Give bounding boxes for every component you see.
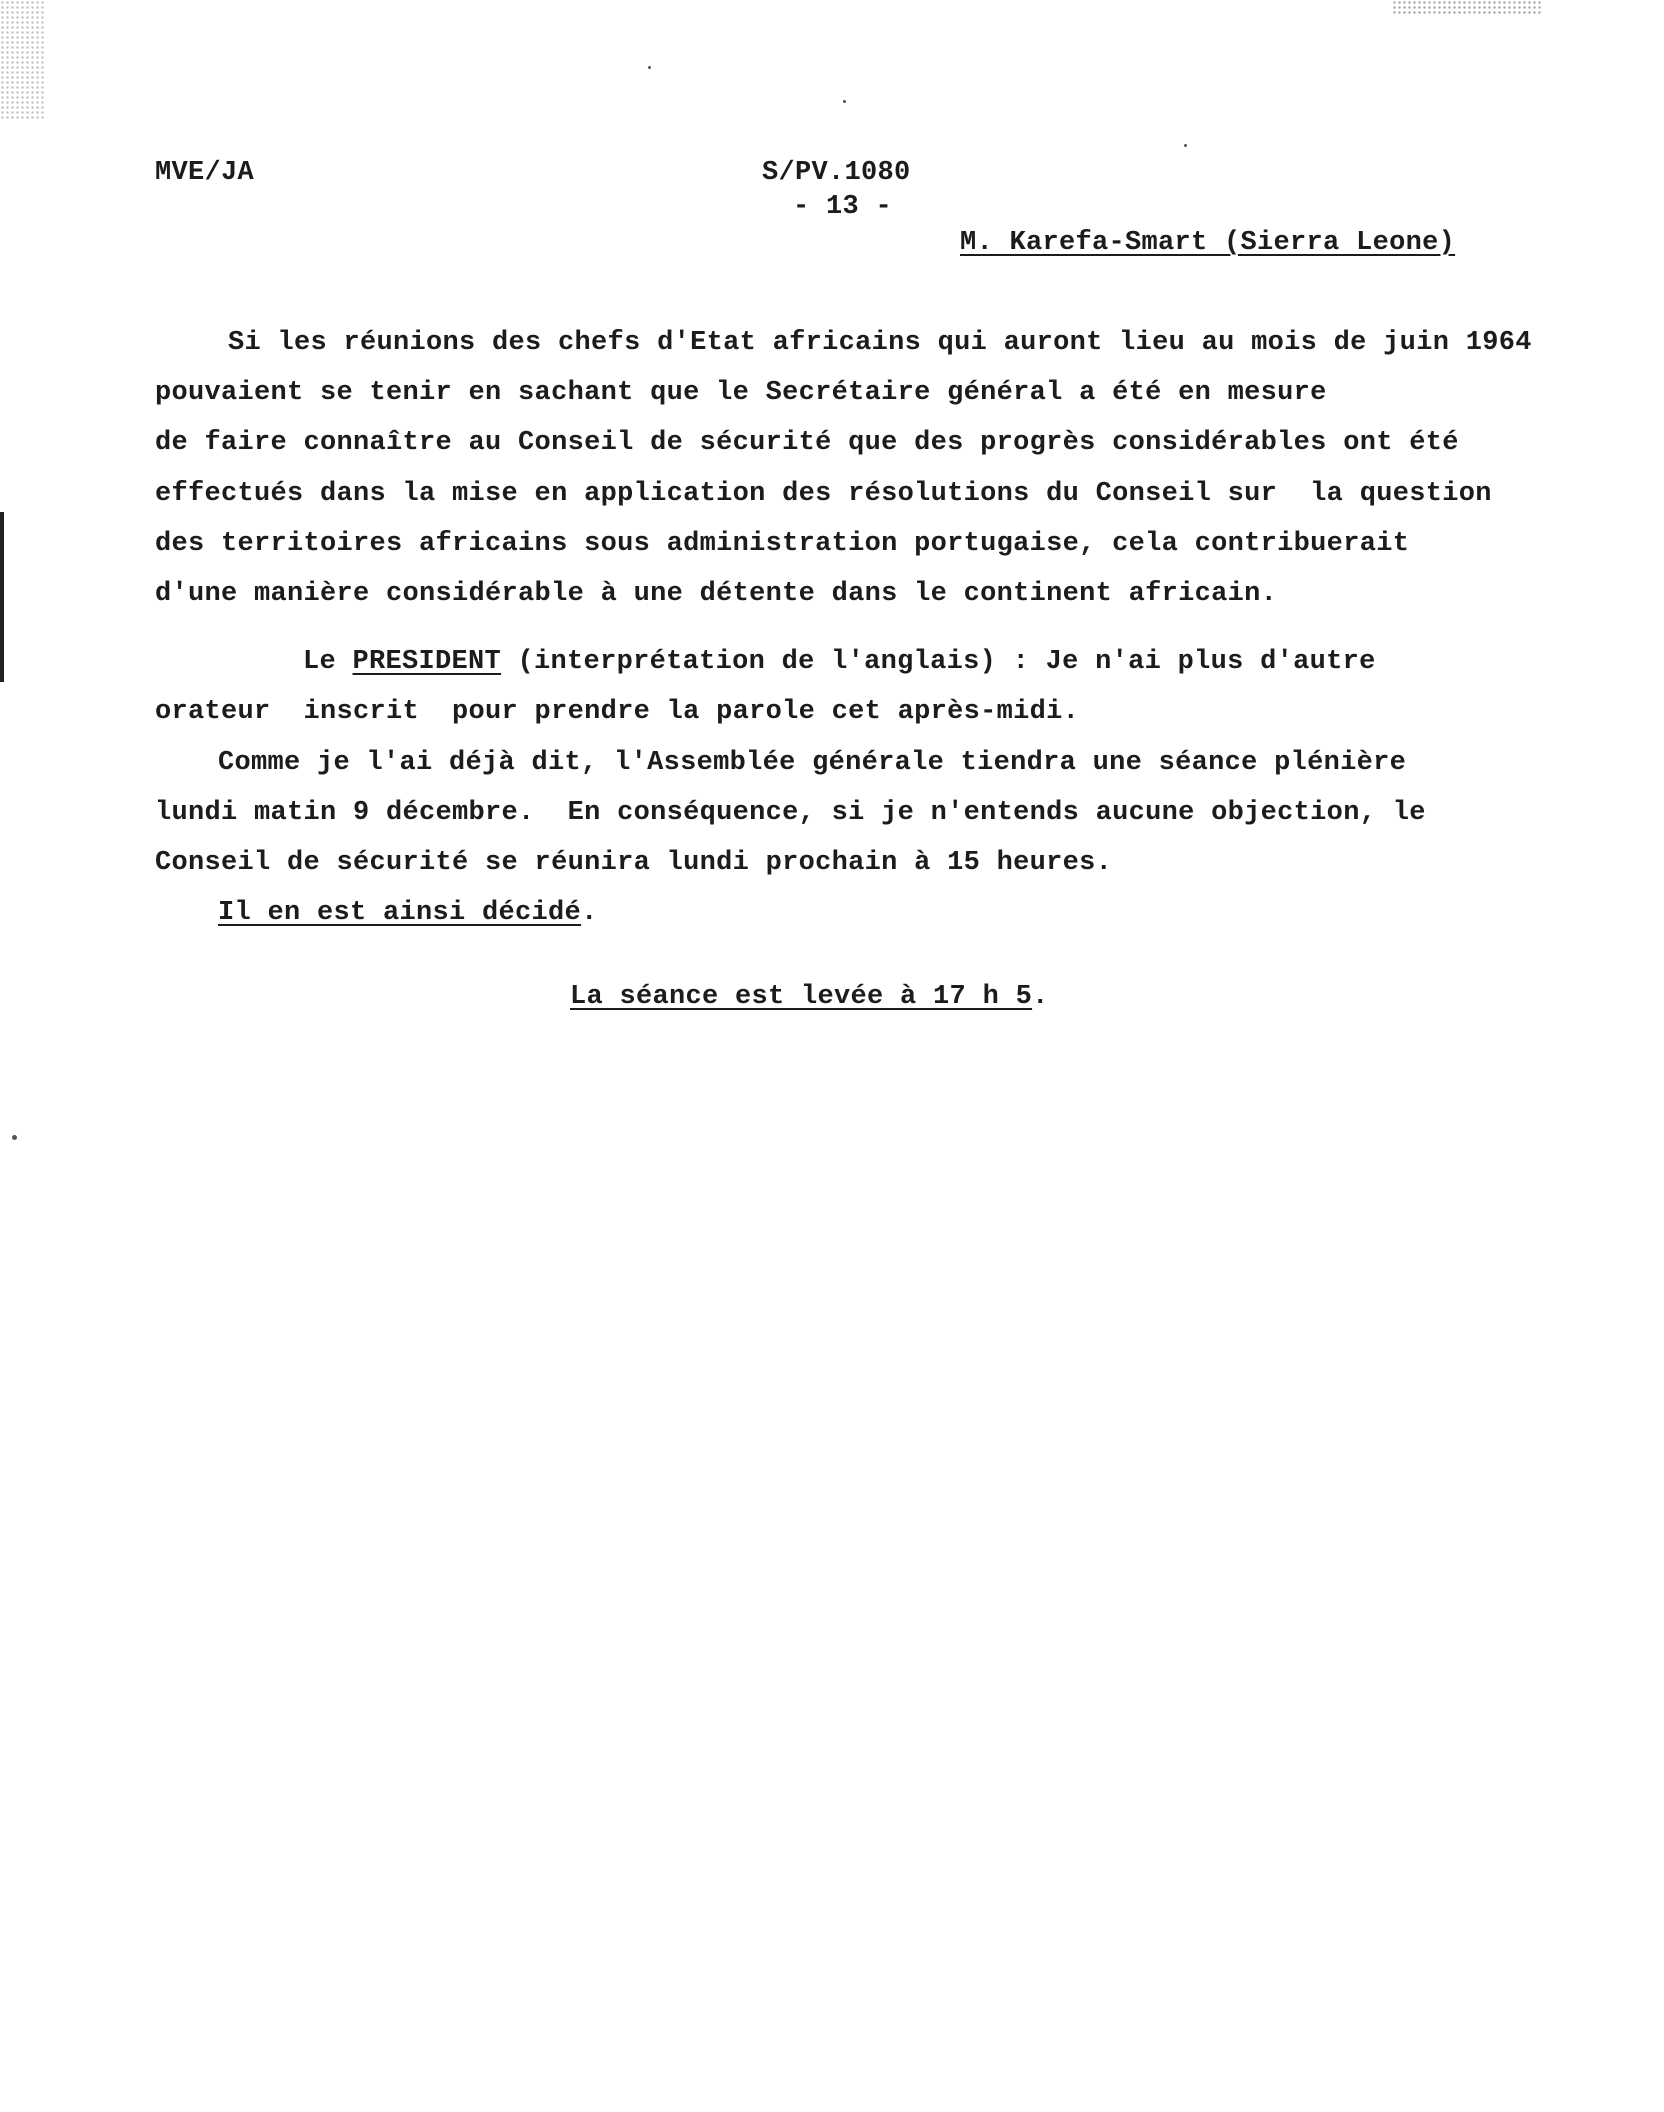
president-line-rest: (interprétation de l'anglais) : Je n'ai plus d'autre	[501, 647, 1376, 677]
initials: MVE/JA	[155, 158, 255, 188]
paragraph-line: des territoires africains sous administration portugaise, cela contribuerait	[155, 529, 1410, 559]
paragraph-line: orateur inscrit pour prendre la parole cet après-midi.	[155, 697, 1080, 727]
paragraph-line: Comme je l'ai déjà dit, l'Assemblée générale tiendra une séance plénière	[218, 748, 1407, 778]
scan-speck	[843, 100, 846, 103]
document-symbol: S/PV.1080	[762, 158, 911, 188]
paragraph-line: pouvaient se tenir en sachant que le Secrétaire général a été en mesure	[155, 378, 1327, 408]
paragraph-line: de faire connaître au Conseil de sécurité que des progrès considérables ont été	[155, 428, 1459, 458]
president-prefix: Le	[303, 647, 353, 677]
scan-speck	[648, 66, 651, 69]
scan-speck	[1184, 144, 1187, 147]
closing-period: .	[1032, 982, 1049, 1012]
decision-line	[218, 896, 598, 930]
decision-period: .	[581, 898, 598, 928]
scan-edge-mark	[0, 512, 4, 682]
closing-text: La séance est levée à 17 h 5	[570, 982, 1033, 1012]
scan-noise-top-left	[0, 0, 46, 120]
paragraph-line: lundi matin 9 décembre. En conséquence, si je n'entends aucune objection, le	[155, 798, 1426, 828]
paragraph-line: effectués dans la mise en application des résolutions du Conseil sur la question	[155, 479, 1492, 509]
paragraph-line: Si les réunions des chefs d'Etat africains qui auront lieu au mois de juin 1964	[228, 328, 1532, 358]
closing-line	[570, 980, 1049, 1014]
paragraph-line: d'une manière considérable à une détente dans le continent africain.	[155, 579, 1278, 609]
scan-speck	[12, 1135, 17, 1140]
paragraph-line: Conseil de sécurité se réunira lundi prochain à 15 heures.	[155, 848, 1113, 878]
speaker-name: M. Karefa-Smart (Sierra Leone)	[960, 228, 1456, 258]
president-line	[303, 645, 1376, 679]
scan-noise-top-right	[1392, 0, 1542, 14]
president-label: PRESIDENT	[352, 647, 502, 677]
page-number: - 13 -	[793, 192, 893, 222]
decision-text: Il en est ainsi décidé	[218, 898, 582, 928]
